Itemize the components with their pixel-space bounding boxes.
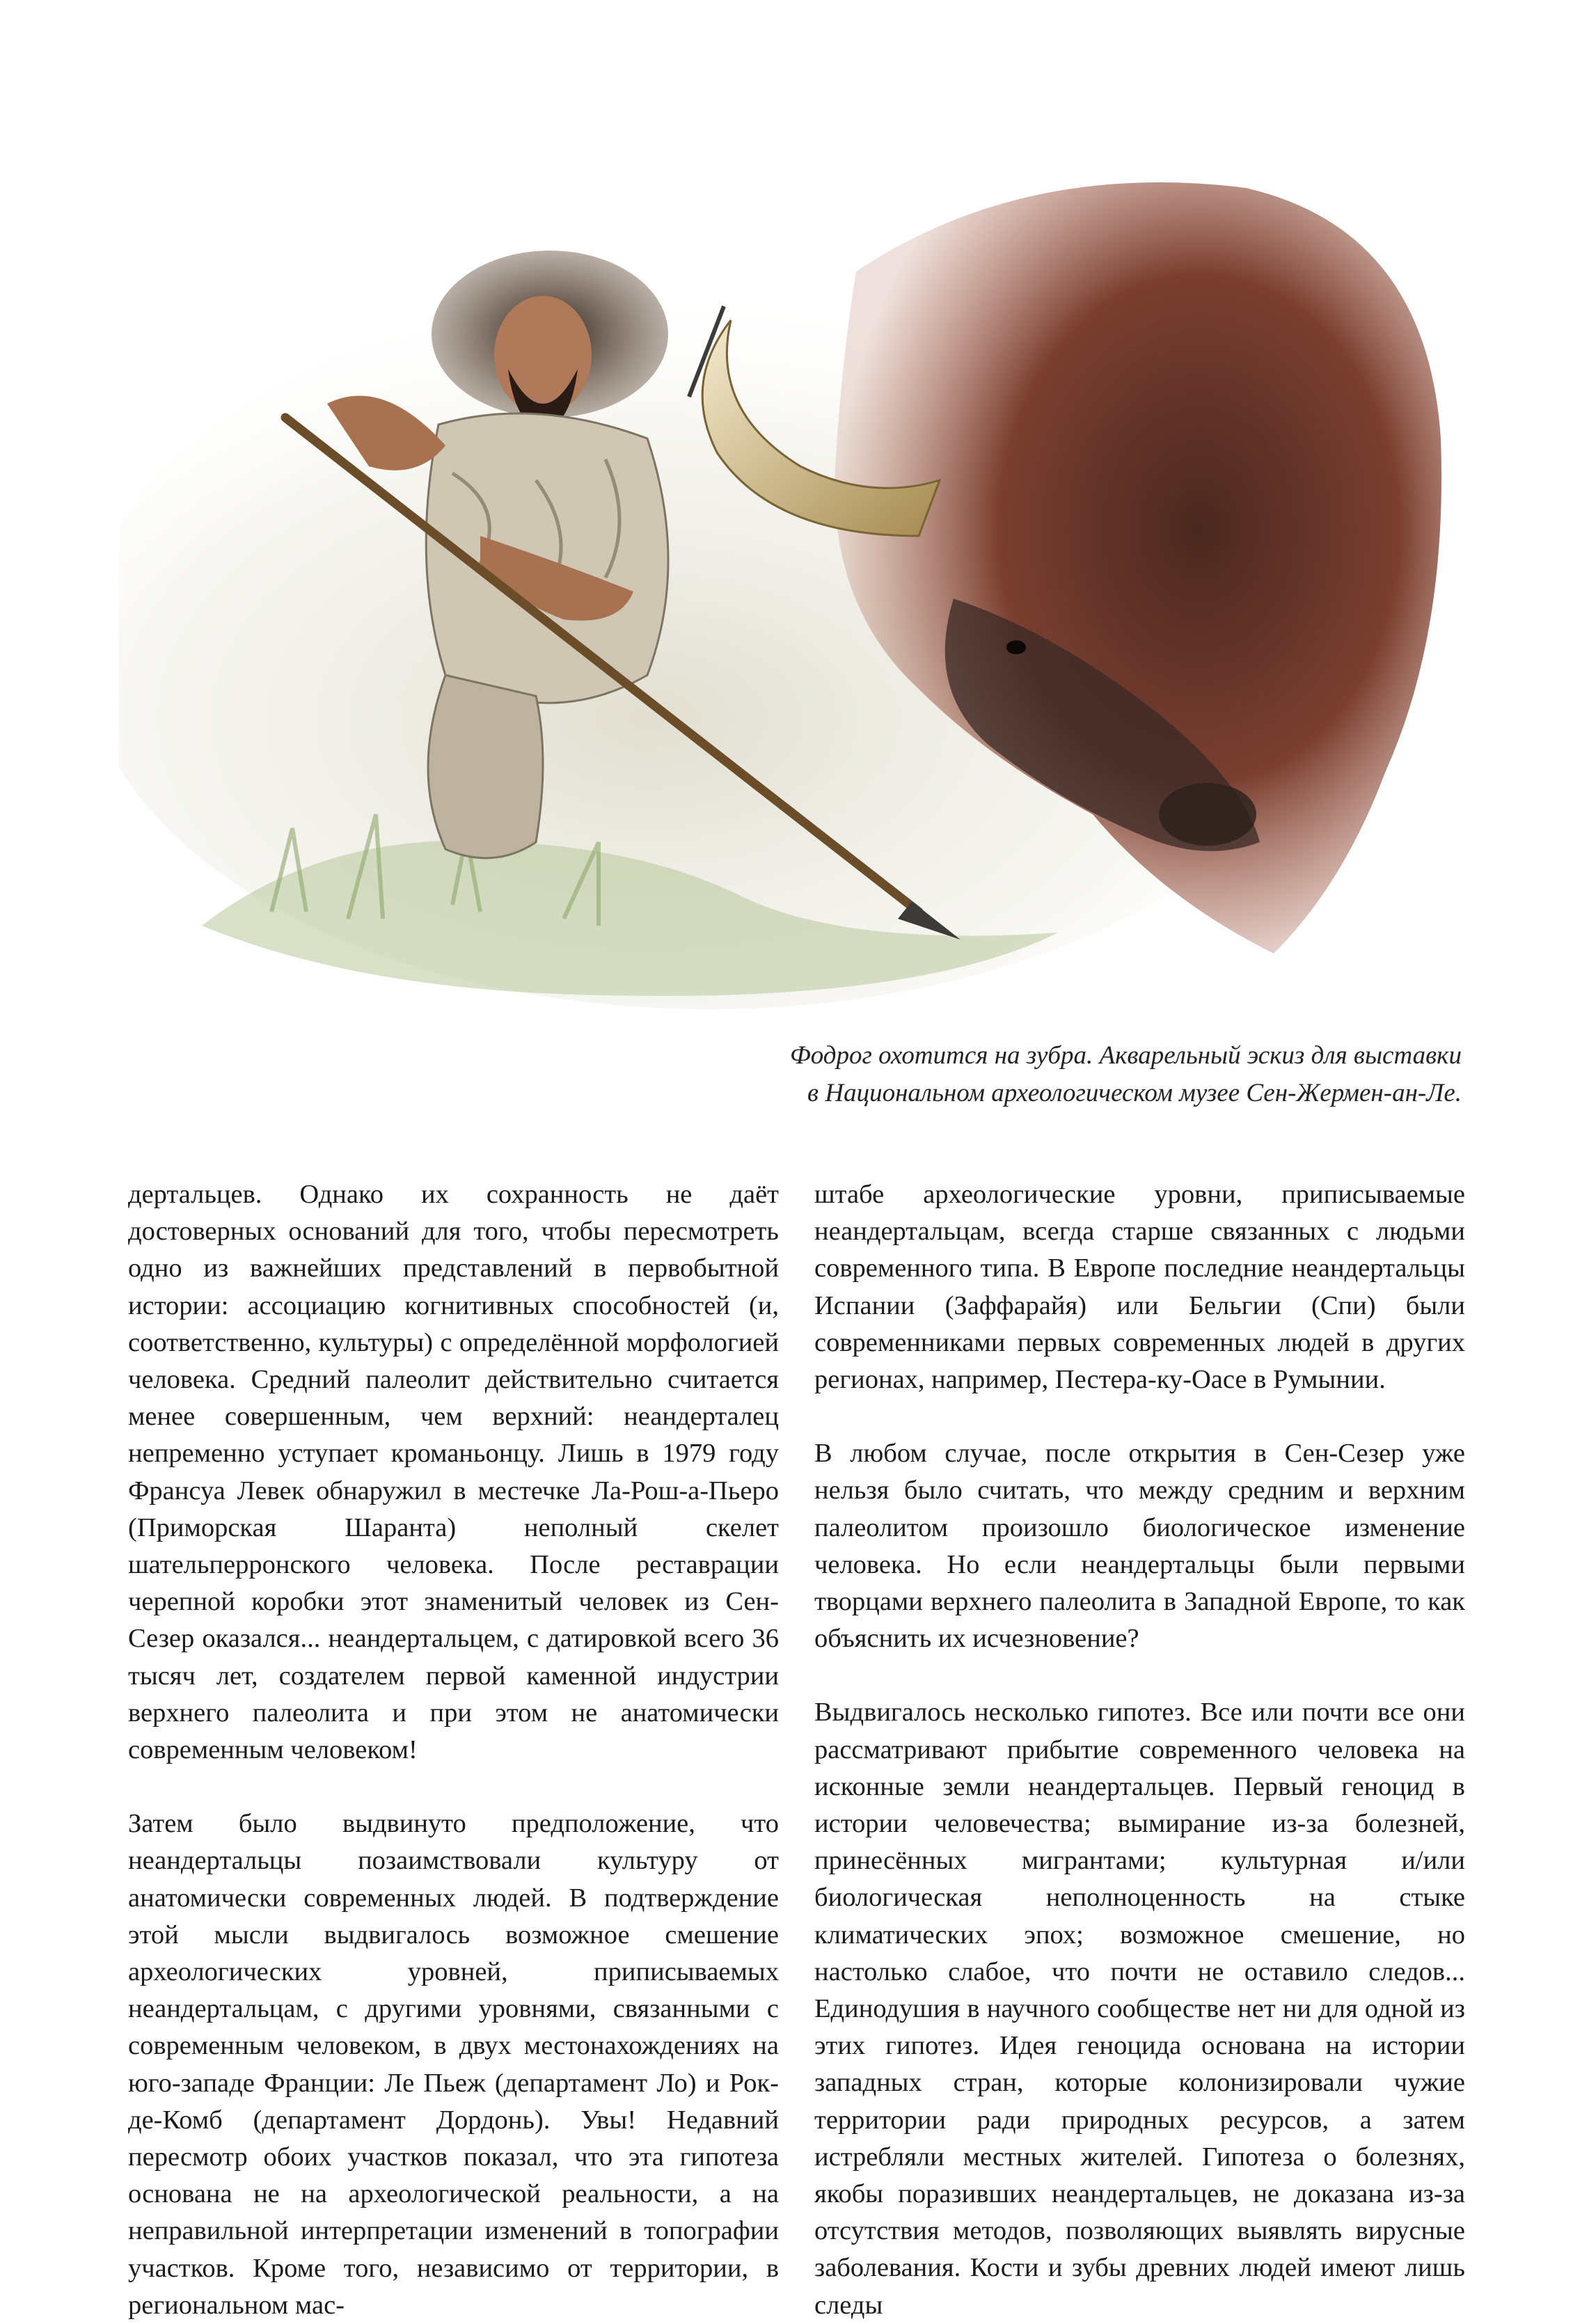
left-column <box>128 1176 779 2324</box>
paragraph: Выдвигалось несколько гипотез. Все или почти все они рассматривают прибытие современного человека на исконные земли неандертальцев. Первый геноцид в истории человечества; вымирание из-за болезней, принесённых мигрантами; культурная и/или биологическая неполноценность на стыке климатических эпох; возможное смешение, но настолько слабое, что почти не оставило следов... Единодушия в научного сообществе нет ни для одной из этих гипотез. Идея геноцида основана на истории западных стран, которые колонизировали чужие территории ради природных ресурсов, а затем истребляли местных жителей. Гипотеза о болезнях, якобы поразивших неандертальцев, не доказана из-за отсутствия методов, позволяющих выявлять вирусные заболевания. Кости и зубы древних людей имеют лишь следы <box>814 1698 1465 2320</box>
right-column <box>814 1176 1465 2324</box>
watercolor-illustration <box>118 146 1469 1009</box>
caption-line-1: Фодрог охотится на зубра. Акварельный эскиз для выставки <box>789 1041 1462 1070</box>
paragraph: В любом случае, после открытия в Сен-Сезер уже нельзя было считать, что между средним и верхним палеолитом произошло биологическое изменение человека. Но если неандертальцы были первыми творцами верхнего палеолита в Западной Европе, то как объяснить их исчезновение? <box>814 1439 1465 1654</box>
paragraph: дертальцев. Однако их сохранность не даёт достоверных оснований для того, чтобы пересмотреть одно из важнейших представлений в первобытной истории: ассоциацию когнитивных способностей (и, соответственно, культуры) с определённой морфологией человека. Средний палеолит действительно считается менее совершенным, чем верхний: неандерталец непременно уступает кроманьонцу. Лишь в 1979 году Франсуа Левек обнаружил в местечке Ла-Рош-а-Пьеро (Приморская Шаранта) неполный скелет шательперронского человека. После реставрации черепной коробки этот знаменитый человек из Сен-Сезер оказался... неандертальцем, с датировкой всего 36 тысяч лет, создателем первой каменной индустрии верхнего палеолита и при этом не анатомически современным человеком! <box>128 1180 779 1765</box>
paragraph: Затем было выдвинуто предположение, что неандертальцы позаимствовали культуру от анатомически современных людей. В подтверждение этой мысли выдвигалось возможное смешение археологических уровней, приписываемых неандертальцам, с другими уровнями, связанными с современным человеком, в двух местонахождениях на юго-западе Франции: Ле Пьеж (департамент Ло) и Рок-де-Комб (департамент Дордонь). Увы! Недавний пересмотр обоих участков показал, что эта гипотеза основана не на археологической реальности, а на неправильной интерпретации изменений в топографии участков. Кроме того, независимо от территории, в региональном мас- <box>128 1809 779 2320</box>
paragraph: штабе археологические уровни, приписываемые неандертальцам, всегда старше связанных с людьми современного типа. В Европе последние неандертальцы Испании (Заффарайя) или Бельгии (Спи) были современниками первых современных людей в других регионах, например, Пестера-ку-Оасе в Румынии. <box>814 1180 1465 1395</box>
figure-caption <box>487 1037 1462 1112</box>
caption-line-2: в Национальном археологическом музее Сен-Жермен-ан-Ле. <box>807 1079 1462 1107</box>
